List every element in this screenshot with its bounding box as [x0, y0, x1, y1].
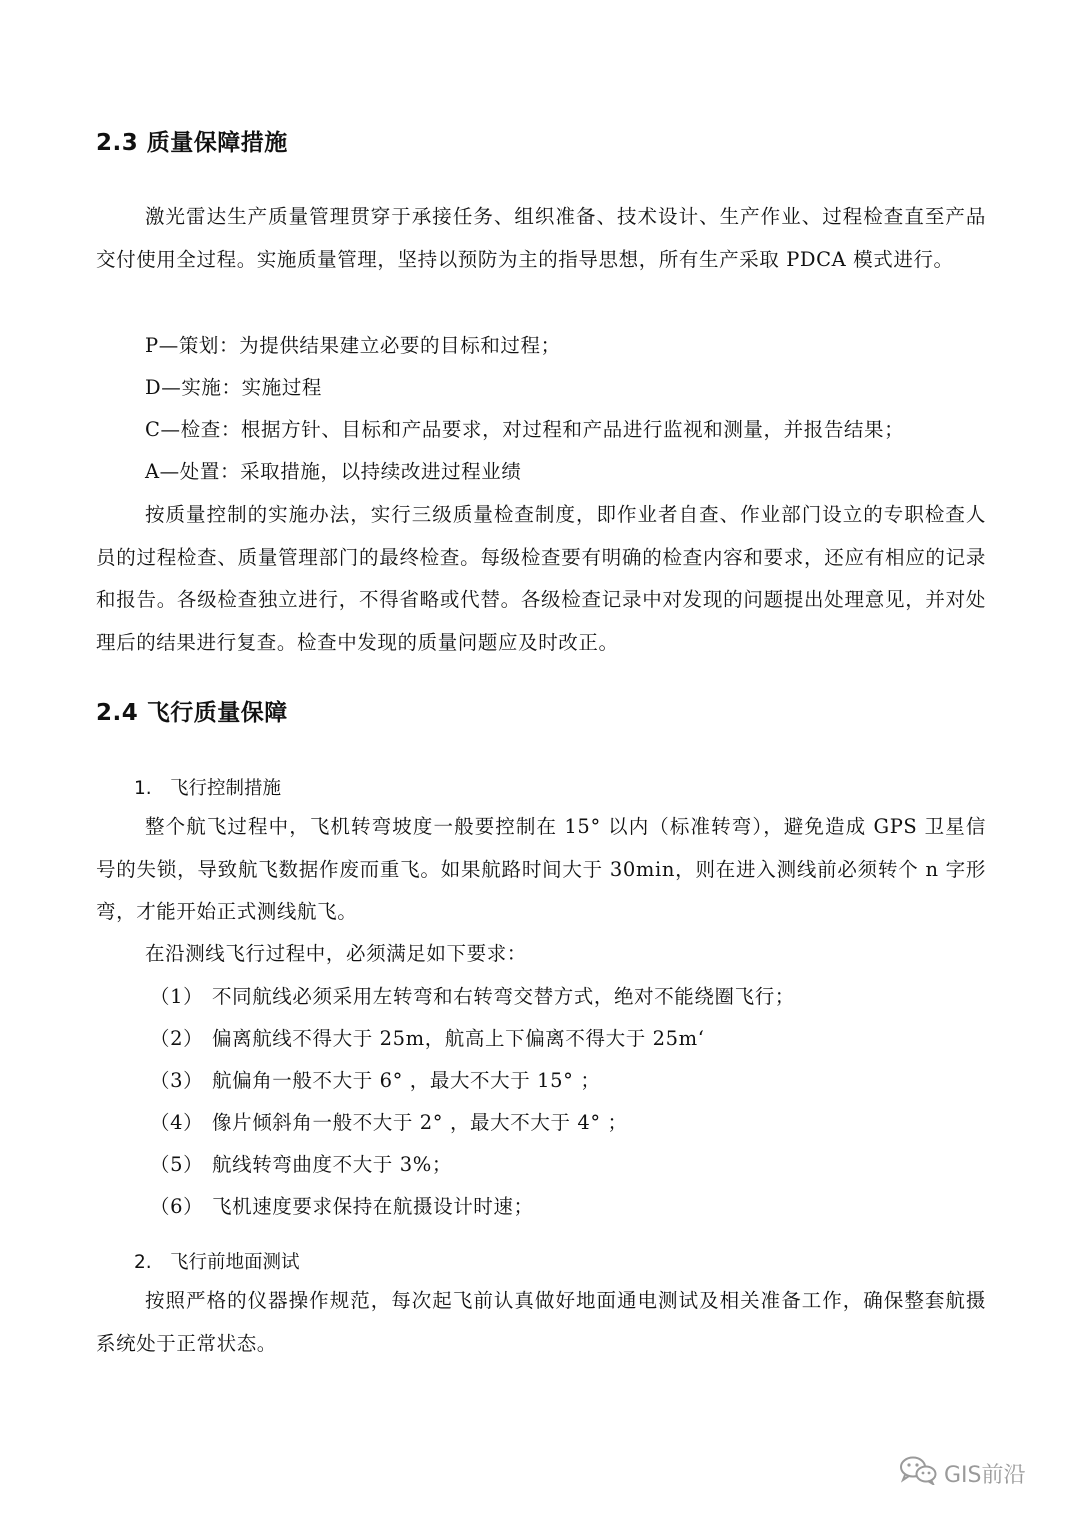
list-item-flight-control — [134, 774, 281, 804]
requirement-label: （5） — [150, 1153, 204, 1176]
paragraph-flight-control: 整个航飞过程中，飞机转弯坡度一般要控制在 15° 以内（标准转弯），避免造成 GPS 卫星信号的失锁，导致航飞数据作废而重飞。如果航路时间大于 30min，则在进入测线前必须转个 n 字形弯，才能开始正式测线航飞。 — [96, 815, 986, 923]
requirement-label: （6） — [150, 1195, 204, 1218]
requirement-text: 飞机速度要求保持在航摄设计时速； — [212, 1195, 534, 1218]
wechat-icon — [898, 1455, 938, 1491]
requirement-text: 航偏角一般不大于 6° ，最大不大于 15° ； — [212, 1069, 601, 1092]
section-heading-2-4: 2.4 飞行质量保障 — [96, 700, 288, 726]
paragraph-inspection: 按质量控制的实施办法，实行三级质量检查制度，即作业者自查、作业部门设立的专职检查人员的过程检查、质量管理部门的最终检查。每级检查要有明确的检查内容和要求，还应有相应的记录和报告。各级检查独立进行，不得省略或代替。各级检查记录中对发现的问题提出处理意见，并对处理后的结果进行复查。检查中发现的质量问题应及时改正。 — [96, 503, 986, 654]
requirement-item — [150, 1060, 600, 1103]
requirement-text: 不同航线必须采用左转弯和右转弯交替方式，绝对不能绕圈飞行； — [212, 985, 795, 1008]
list-item-title: 飞行前地面测试 — [170, 1252, 300, 1273]
requirement-label: （1） — [150, 985, 204, 1008]
requirements-lead: 在沿测线飞行过程中，必须满足如下要求： — [145, 942, 527, 965]
paragraph-intro: 激光雷达生产质量管理贯穿于承接任务、组织准备、技术设计、生产作业、过程检查直至产品交付使用全过程。实施质量管理，坚持以预防为主的指导思想，所有生产采取 PDCA 模式进行。 — [96, 205, 986, 271]
watermark-text: GIS前沿 — [944, 1462, 1026, 1488]
watermark — [898, 1453, 1026, 1493]
requirement-text: 像片倾斜角一般不大于 2° ，最大不大于 4° ； — [212, 1111, 628, 1134]
requirement-text: 偏离航线不得大于 25m，航高上下偏离不得大于 25m‘ — [212, 1027, 705, 1050]
requirement-item — [150, 1186, 534, 1229]
pdca-item-c: C—检查：根据方针、目标和产品要求，对过程和产品进行监视和测量，并报告结果； — [145, 418, 905, 441]
list-number: 1. — [134, 778, 152, 799]
requirement-text: 航线转弯曲度不大于 3%； — [212, 1153, 452, 1176]
requirement-item — [150, 1144, 452, 1187]
pdca-item-p: P—策划：为提供结果建立必要的目标和过程； — [145, 334, 561, 357]
paragraph-ground-test: 按照严格的仪器操作规范，每次起飞前认真做好地面通电测试及相关准备工作，确保整套航摄系统处于正常状态。 — [96, 1289, 986, 1355]
requirement-item — [150, 1018, 705, 1061]
requirement-item — [150, 1102, 628, 1145]
list-number: 2. — [134, 1252, 152, 1273]
pdca-item-a: A—处置：采取措施，以持续改进过程业绩 — [145, 460, 522, 483]
requirement-label: （2） — [150, 1027, 204, 1050]
requirement-label: （4） — [150, 1111, 204, 1134]
section-heading-2-3: 2.3 质量保障措施 — [96, 130, 288, 156]
requirement-label: （3） — [150, 1069, 204, 1092]
pdca-item-d: D—实施：实施过程 — [145, 376, 323, 399]
list-item-title: 飞行控制措施 — [170, 778, 282, 799]
requirement-item — [150, 976, 795, 1019]
list-item-ground-test — [134, 1248, 300, 1278]
